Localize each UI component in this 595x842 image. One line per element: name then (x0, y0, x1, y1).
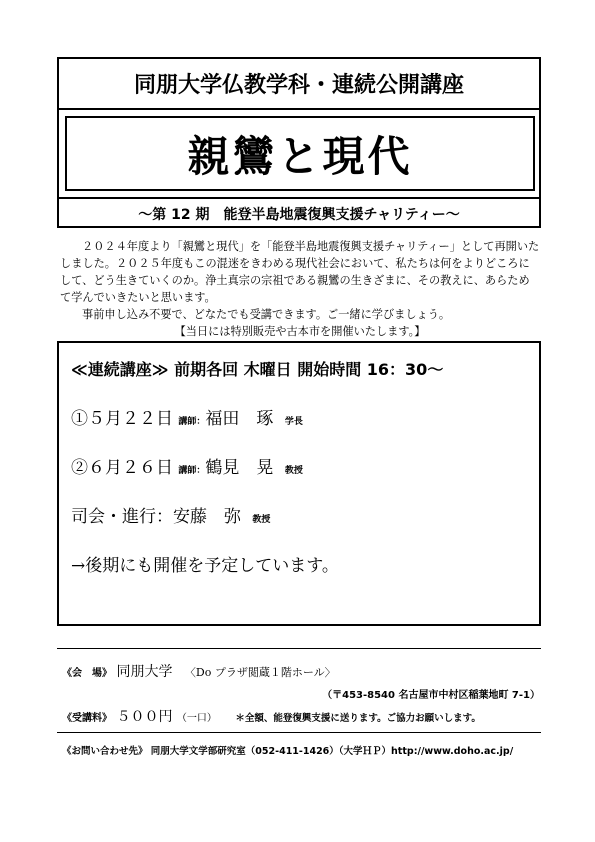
lecture-row (71, 404, 529, 429)
intro-paragraph-2: 事前申し込み不要で、どなたでも受講できます。ご一緒に学びましょう。 (82, 308, 451, 321)
fee-amount: ５００円 (116, 709, 173, 725)
lecturer-name: 福田 琢 (205, 409, 274, 429)
venue-name: 同朋大学 (116, 664, 173, 680)
divider (57, 648, 541, 649)
host-name: 安藤 弥 (173, 507, 241, 527)
fee-note: ＊全額、能登復興支援に送ります。ご協力お願いします。 (235, 713, 481, 724)
host-row (71, 502, 529, 527)
lecture-row (71, 453, 529, 478)
venue-address: （〒453-8540 名古屋市中村区稲葉地町 7-1） (322, 690, 540, 701)
contact-line: 《お問い合わせ先》 同朋大学文学部研究室（052-411-1426）（大学ＨＰ）http://www.doho.ac.jp/ (62, 746, 514, 757)
page-title: 親鸞と現代 (65, 116, 535, 191)
schedule-header: ≪連続講座≫ 前期各回 木曜日 開始時間 16：30～ (71, 360, 444, 379)
lecturer-role: 学長 (284, 417, 303, 427)
lecturer-name: 鶴見 晃 (205, 458, 274, 478)
fee-line (62, 706, 481, 726)
venue-line (62, 661, 336, 681)
lecturer-role: 教授 (284, 466, 303, 476)
lecturer-label: 講師： (178, 417, 206, 427)
intro-text (60, 238, 540, 340)
schedule-box (57, 341, 541, 626)
host-label: 司会・進行： (71, 507, 173, 527)
venue-label: 《会 場》 (62, 668, 112, 679)
organizer-heading: 同朋大学仏教学科・連続公開講座 (59, 59, 539, 110)
intro-paragraph-3: 【当日には特別販売や古本市を開催いたします。】 (174, 325, 426, 338)
lecturer-label: 講師： (178, 466, 206, 476)
fee-per: （一口） (176, 713, 217, 724)
intro-paragraph-1: ２０２４年度より「親鸞と現代」を「能登半島地震復興支援チャリティー」として再開いたしました。２０２５年度もこの混迷をきわめる現代社会において、私たちは何をよりどころにして、どう生きていくのか。浄土真宗の宗祖である親鸞の生きざまに、その教えに、あらためて学んでいきたいと思います。 (60, 240, 540, 304)
fee-label: 《受講料》 (62, 713, 112, 724)
host-role: 教授 (252, 515, 271, 525)
page-subtitle: ～第 12 期 能登半島地震復興支援チャリティー～ (59, 197, 539, 228)
venue-place: 〈Do プラザ閲蔵１階ホール〉 (184, 666, 336, 679)
title-frame (57, 57, 541, 228)
divider (57, 732, 541, 733)
lecture-date: ①５月２２日 (71, 409, 173, 429)
schedule-note: →後期にも開催を予定しています。 (71, 556, 339, 576)
lecture-date: ②６月２６日 (71, 458, 173, 478)
